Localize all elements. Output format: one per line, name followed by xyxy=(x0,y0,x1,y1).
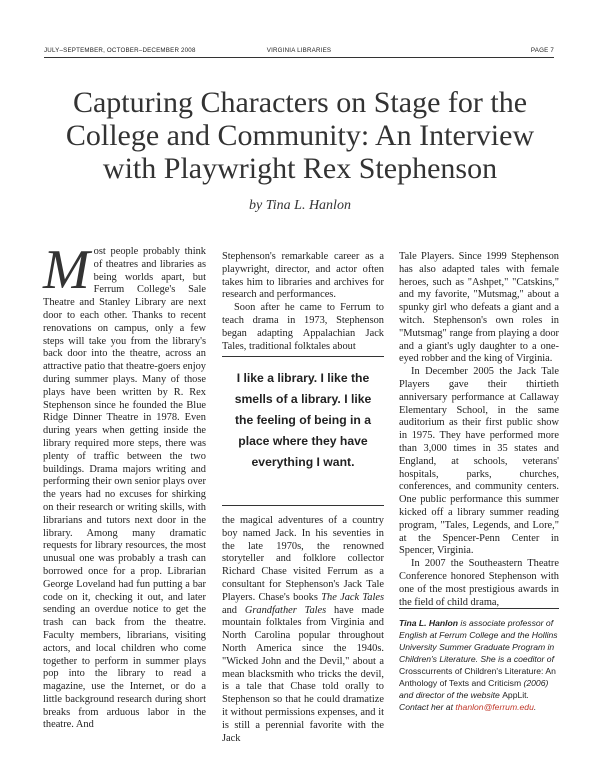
pull-quote xyxy=(222,356,384,506)
header-page-number: PAGE 7 xyxy=(530,47,554,54)
paragraph: the magical adventures of a country boy named Jack. In his seventies in the late 1970s, the renowned storyteller and folklore collector Richard Chase visited Ferrum as a consultant for Stephenson's Jack Tale Players. Chase's books The Jack Tales and Grandfather Tales have made mountain folktales from Virginia and North Carolina popular throughout North America since the 1940s. "Wicked John and the Devil," about a mean blacksmith who tricks the devil, is a tale that Chase told orally to Stephenson so that he could dramatize it without permissions expenses, and it is still a perennial favorite with the Jack xyxy=(222,515,384,744)
author-name: Tina L. Hanlon xyxy=(399,618,459,628)
author-bio: Tina L. Hanlon is associate professor of English at Ferrum College and the Hollins University Summer Graduate Program in Children's Literature. She is a coeditor of Crosscurrents of Children's Literature: An Anthology of Texts and Criticism (2006) and director of the website AppLit. Contact her at thanlon@ferrum.edu. xyxy=(399,608,559,713)
header-rule xyxy=(44,57,554,58)
header-date: JULY–SEPTEMBER, OCTOBER–DECEMBER 2008 xyxy=(44,47,196,54)
column-2-top xyxy=(222,251,384,353)
website-name: AppLit xyxy=(502,690,527,700)
book-title: The Jack Tales xyxy=(321,591,384,603)
header-publication: VIRGINIA LIBRARIES xyxy=(266,47,332,54)
byline: by Tina L. Hanlon xyxy=(249,198,351,213)
paragraph: Tale Players. Since 1999 Stephenson has also adapted tales with female heroes, such as "Ashpet," "Catskins," and my favorite, "Mutsmag," about a spunky girl who defeats a giant and a witch. Stephenson's own roles in "Mutsmag" range from playing a door and a giant's ugly daughter to a one-eyed robber and the king of Virginia. xyxy=(399,251,559,365)
article-title: Capturing Characters on Stage for the College and Community: An Interview with Playwright Rex Stephenson xyxy=(65,86,535,185)
column-1 xyxy=(43,239,206,736)
drop-cap: M xyxy=(43,239,90,301)
paragraph: Soon after he came to Ferrum to teach drama in 1973, Stephenson began adapting Appalachian Jack Tales, traditional folktales about xyxy=(222,302,384,352)
column-3 xyxy=(399,251,559,609)
email-link[interactable]: thanlon@ferrum.edu xyxy=(455,702,534,712)
book-title: Crosscurrents of Children's Literature: An Anthology of Texts and Criticism xyxy=(399,666,556,688)
pull-quote-text: I like a library. I like the smells of a library. I like the feeling of being in a place where they have everything I want. xyxy=(234,371,372,469)
book-title: Grandfather Tales xyxy=(244,604,327,616)
paragraph: In 2007 the Southeastern Theatre Conference honored Stephenson with one of the most prestigious awards in the field of child drama, xyxy=(399,558,559,608)
paragraph: Stephenson's remarkable career as a playwright, director, and actor often takes him to libraries and archives for research and performances. xyxy=(222,251,384,301)
paragraph: In December 2005 the Jack Tale Players gave their thirtieth anniversary performance at Callaway Elementary School, in the same auditorium as their first public show in 1975. They have performed more than 3,000 times in 35 states and England, at schools, veterans' hospitals, parks, churches, conferences, and community centers. One public performance this summer kicked off a library summer reading program, "Tales, Legends, and Lore," at the Spencer-Penn Center in Spencer, Virginia. xyxy=(399,366,559,557)
column-2-bottom xyxy=(222,515,384,745)
paragraph: Most people probably think of theatres and libraries as being worlds apart, but Ferrum College's Sale Theatre and Stanley Library are next door to each other. Thanks to recent renovations on campus, only a few steps will take you from the library's back door into the theatre, across an attractive patio that theatre-goers enjoy during summer plays. Many of those plays have been written by R. Rex Stephenson since he founded the Blue Ridge Dinner Theatre in 1978. Even during years when getting inside the library required more steps, there was plenty of traffic between the two buildings. Drama majors writing and performing their own senior plays over the years had no excuses for shirking on their research or writing skills, with librarians and tutors next door in the library. Among many dramatic requests for library resources, the most unusual one was probably a trash can borrowed once for a prop. Librarian George Loveland had fun putting a bar code on it, checking it out, and later sending an overdue notice to get the trash can back from the theatre. Faculty members, librarians, visiting actors, and local children who come together to perform in summer plays pop into the library to read a magazine, use the Internet, or do a little background research during short breaks from arduous labor in the theatre. And xyxy=(43,239,206,731)
